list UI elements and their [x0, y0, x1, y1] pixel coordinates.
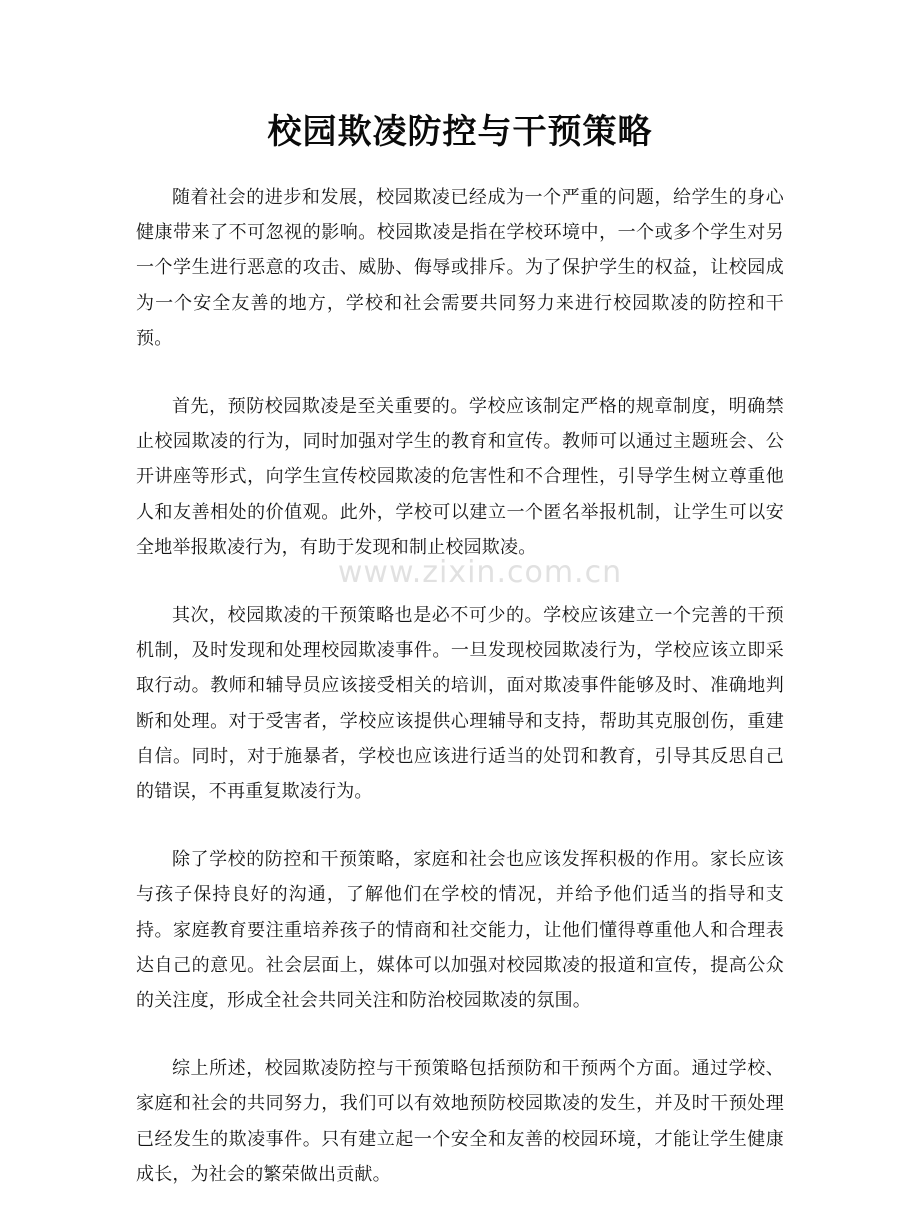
paragraph-family-society: 除了学校的防控和干预策略，家庭和社会也应该发挥积极的作用。家长应该与孩子保持良好的沟通，了解他们在学校的情况，并给予他们适当的指导和支持。家庭教育要注重培养孩子的情商和社交能力，让他们懂得尊重他人和合理表达自己的意见。社会层面上，媒体可以加强对校园欺凌的报道和宣传，提高公众的关注度，形成全社会共同关注和防治校园欺凌的氛围。 — [136, 849, 784, 1012]
paragraph-intro: 随着社会的进步和发展，校园欺凌已经成为一个严重的问题，给学生的身心健康带来了不可忽视的影响。校园欺凌是指在学校环境中，一个或多个学生对另一个学生进行恶意的攻击、威胁、侮辱或排斥。为了保护学生的权益，让校园成为一个安全友善的地方，学校和社会需要共同努力来进行校园欺凌的防控和干预。 — [136, 187, 784, 349]
watermark: www.zixin.com.cn — [337, 555, 623, 590]
document-body — [136, 180, 784, 1225]
paragraph-conclusion: 综上所述，校园欺凌防控与干预策略包括预防和干预两个方面。通过学校、家庭和社会的共同努力，我们可以有效地预防校园欺凌的发生，并及时干预处理已经发生的欺凌事件。只有建立起一个安全和友善的校园环境，才能让学生健康成长，为社会的繁荣做出贡献。 — [136, 1058, 784, 1185]
document-title: 校园欺凌防控与干预策略 — [267, 112, 653, 152]
paragraph-intervention: 其次，校园欺凌的干预策略也是必不可少的。学校应该建立一个完善的干预机制，及时发现和处理校园欺凌事件。一旦发现校园欺凌行为，学校应该立即采取行动。教师和辅导员应该接受相关的培训，面对欺凌事件能够及时、准确地判断和处理。对于受害者，学校应该提供心理辅导和支持，帮助其克服创伤，重建自信。同时，对于施暴者，学校也应该进行适当的处罚和教育，引导其反思自己的错误，不再重复欺凌行为。 — [136, 605, 784, 803]
paragraph-prevention: 首先，预防校园欺凌是至关重要的。学校应该制定严格的规章制度，明确禁止校园欺凌的行为，同时加强对学生的教育和宣传。教师可以通过主题班会、公开讲座等形式，向学生宣传校园欺凌的危害性和不合理性，引导学生树立尊重他人和友善相处的价值观。此外，学校可以建立一个匿名举报机制，让学生可以安全地举报欺凌行为，有助于发现和制止校园欺凌。 — [136, 396, 784, 558]
